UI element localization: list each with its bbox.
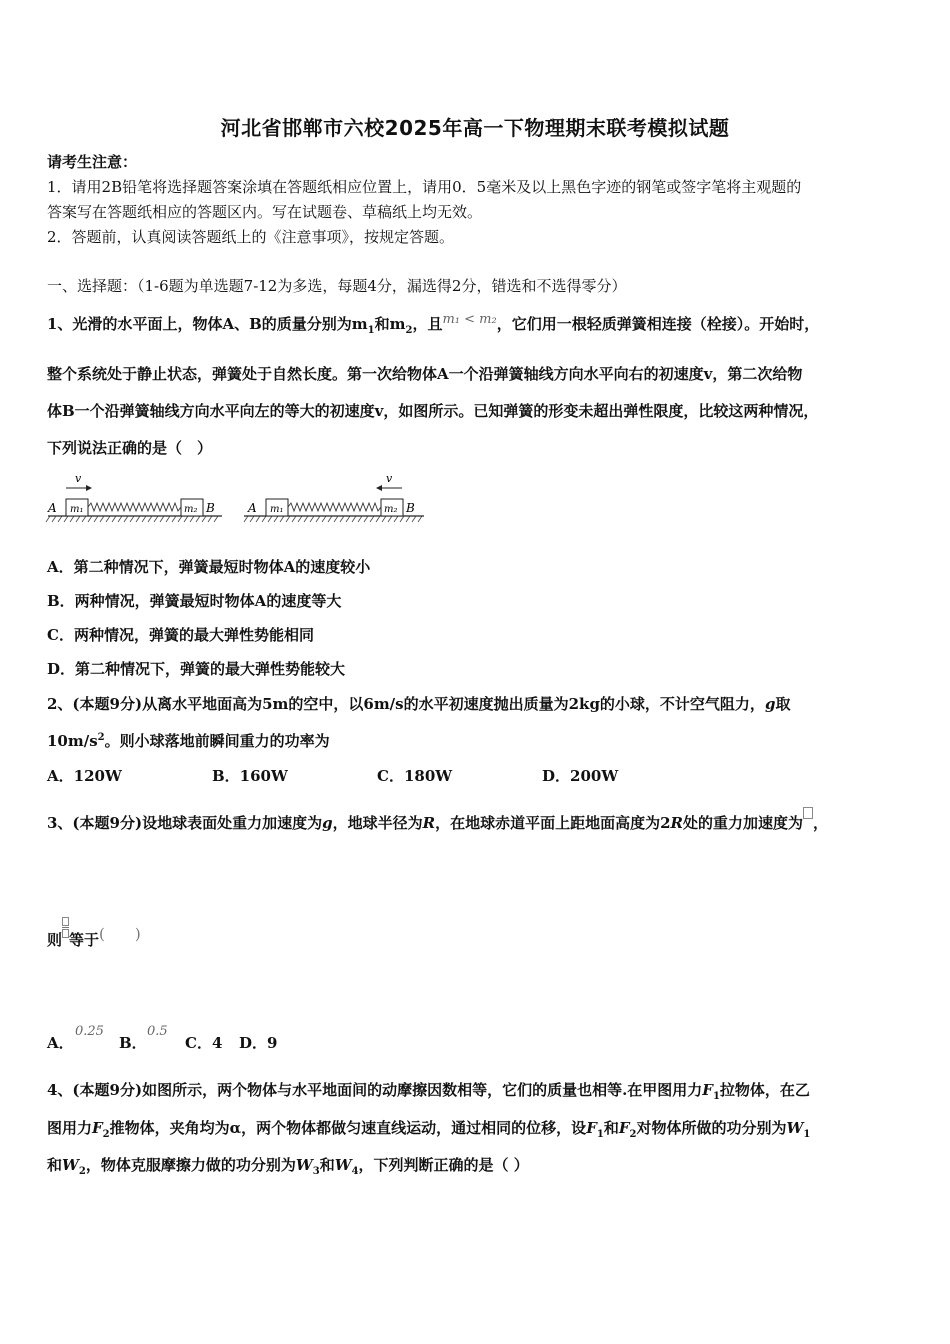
q4-symbol-f1: F bbox=[702, 1081, 713, 1099]
q4-sub: 1 bbox=[596, 1129, 604, 1140]
label-a: A bbox=[48, 501, 57, 515]
placeholder-glyph-icon bbox=[62, 917, 69, 926]
ground-hatch bbox=[46, 516, 218, 522]
q2-text: 10m/s bbox=[47, 732, 98, 750]
q4-symbol-w3: W bbox=[295, 1156, 313, 1174]
q1-inequality: m₁ < m₂ bbox=[442, 312, 497, 327]
q1-option-b: B．两种情况，弹簧最短时物体A的速度等大 bbox=[47, 592, 342, 610]
placeholder-glyph-icon bbox=[62, 929, 69, 938]
q4-line-2 bbox=[47, 1118, 810, 1138]
figure-case-2 bbox=[244, 472, 424, 522]
q4-text: ，物体克服摩擦力做的功分别为 bbox=[85, 1156, 296, 1174]
notice-item-1b: 答案写在答题纸相应的答题区内。写在试题卷、草稿纸上均无效。 bbox=[47, 203, 483, 221]
label-m2: m₂ bbox=[184, 504, 198, 515]
q3-symbol-r: R bbox=[422, 814, 436, 832]
q3-option-d: D．9 bbox=[239, 1034, 278, 1052]
label-m1: m₁ bbox=[270, 504, 284, 515]
q3-text: ，在地球赤道平面上距地面高度为2 bbox=[435, 814, 671, 832]
q4-sub: 2 bbox=[78, 1166, 86, 1177]
q4-sub: 1 bbox=[712, 1091, 720, 1102]
q3-option-a-value: 0.25 bbox=[75, 1024, 104, 1039]
notice-item-2: 2．答题前，认真阅读答题纸上的《注意事项》，按规定答题。 bbox=[47, 228, 455, 246]
label-a: A bbox=[248, 501, 257, 515]
q4-text: 和 bbox=[319, 1156, 335, 1174]
q3-text: 则 bbox=[47, 931, 63, 949]
q2-line-2 bbox=[47, 731, 330, 751]
arrow-head-right-icon bbox=[86, 485, 92, 491]
label-m2: m₂ bbox=[384, 504, 398, 515]
q1-text: ，它们用一根轻质弹簧相连接（栓接）。开始时， bbox=[496, 315, 820, 333]
q4-symbol-w1: W bbox=[786, 1119, 804, 1137]
placeholder-glyph-icon bbox=[803, 807, 813, 819]
q4-sub: 2 bbox=[102, 1129, 110, 1140]
arrow-head-left-icon bbox=[376, 485, 382, 491]
q2-option-a: A．120W bbox=[47, 767, 122, 785]
q3-text: ，地球半径为 bbox=[332, 814, 423, 832]
q1-option-a: A．第二种情况下，弹簧最短时物体A的速度较小 bbox=[47, 558, 371, 576]
q4-symbol-f2: F bbox=[618, 1119, 630, 1137]
spring bbox=[88, 503, 181, 511]
q3-line-2 bbox=[47, 925, 141, 952]
q2-sup: 2 bbox=[97, 732, 105, 743]
q3-symbol-g: g bbox=[322, 814, 333, 832]
q2-option-d: D．200W bbox=[542, 767, 619, 785]
q4-sub: 4 bbox=[351, 1166, 359, 1177]
q3-option-b-label: B． bbox=[119, 1034, 147, 1052]
q4-text: 拉物体，在乙 bbox=[719, 1081, 810, 1099]
q4-symbol-w2: W bbox=[62, 1156, 79, 1174]
notice-item-1a: 1．请用2B铅笔将选择题答案涂填在答题纸相应位置上，请用0．5毫米及以上黑色字迹的钢笔或签字笔将主观题的 bbox=[47, 178, 802, 196]
q4-sub: 1 bbox=[803, 1129, 811, 1140]
q4-text: ，下列判断正确的是（ ） bbox=[358, 1156, 529, 1174]
q3-option-b-value: 0.5 bbox=[147, 1024, 168, 1039]
q3-text: ， bbox=[813, 814, 829, 832]
q1-option-d: D．第二种情况下，弹簧的最大弹性势能较大 bbox=[47, 660, 346, 678]
q4-sub: 3 bbox=[312, 1166, 320, 1177]
q4-text: 对物体所做的功分别为 bbox=[636, 1119, 787, 1137]
notice-heading: 请考生注意： bbox=[47, 153, 138, 171]
q4-text: 图用力 bbox=[47, 1119, 93, 1137]
velocity-label: v bbox=[386, 472, 393, 485]
q3-answer-paren: ( ) bbox=[99, 925, 141, 943]
q4-symbol-f2: F bbox=[92, 1119, 103, 1137]
q1-option-c: C．两种情况，弹簧的最大弹性势能相同 bbox=[47, 626, 314, 644]
q1-text: 1、光滑的水平面上，物体A、B的质量分别为m bbox=[47, 315, 368, 333]
q2-option-c: C．180W bbox=[377, 767, 453, 785]
q2-text: 2、(本题9分)从离水平地面高为5m的空中，以6m/s的水平初速度抛出质量为2kg的小球，不计空气阻力， bbox=[47, 695, 765, 713]
q2-text: 。则小球落地前瞬间重力的功率为 bbox=[104, 732, 330, 750]
q1-line-2: 整个系统处于静止状态，弹簧处于自然长度。第一次给物体A一个沿弹簧轴线方向水平向右的初速度v，第二次给物 bbox=[47, 365, 803, 383]
q4-line-1 bbox=[47, 1080, 810, 1100]
label-m1: m₁ bbox=[70, 504, 84, 515]
q2-text: 取 bbox=[775, 695, 791, 713]
q4-line-3 bbox=[47, 1155, 529, 1175]
q3-fraction bbox=[62, 917, 69, 938]
page-title: 河北省邯郸市六校2025年高一下物理期末联考模拟试题 bbox=[220, 116, 730, 140]
q2-line-1 bbox=[47, 694, 790, 714]
q1-text: 和m bbox=[374, 315, 406, 333]
q3-option-c: C．4 bbox=[185, 1034, 223, 1052]
q2-symbol-g: g bbox=[764, 695, 776, 713]
figure-case-1 bbox=[46, 472, 222, 522]
q4-symbol-f1: F bbox=[586, 1119, 597, 1137]
q2-option-b: B．160W bbox=[212, 767, 288, 785]
q1-line-4: 下列说法正确的是（ ） bbox=[47, 439, 213, 457]
ground-hatch bbox=[244, 516, 422, 522]
label-b: B bbox=[206, 501, 215, 515]
q1-text: ，且 bbox=[412, 315, 443, 333]
q4-symbol-w4: W bbox=[334, 1156, 352, 1174]
label-b: B bbox=[406, 501, 415, 515]
q3-text: 等于 bbox=[69, 931, 100, 949]
section-heading: 一、选择题：（1-6题为单选题7-12为多选，每题4分，漏选得2分，错选和不选得零分） bbox=[47, 277, 627, 295]
velocity-label: v bbox=[75, 472, 82, 485]
q3-text: 处的重力加速度为 bbox=[682, 814, 803, 832]
q1-sub: 2 bbox=[405, 325, 413, 336]
q4-text: 和 bbox=[603, 1119, 619, 1137]
q4-text: 推物体，夹角均为α，两个物体都做匀速直线运动，通过相同的位移，设 bbox=[109, 1119, 587, 1137]
q4-sub: 2 bbox=[629, 1129, 637, 1140]
q3-line-1 bbox=[47, 813, 828, 833]
q1-sub: 1 bbox=[367, 325, 375, 336]
q3-text: 3、(本题9分)设地球表面处重力加速度为 bbox=[47, 814, 323, 832]
q3-option-a-label: A． bbox=[47, 1034, 74, 1052]
q1-line-3: 体B一个沿弹簧轴线方向水平向左的等大的初速度v，如图所示。已知弹簧的形变未超出弹性限度，比较这两种情况， bbox=[47, 402, 819, 420]
spring-figure bbox=[44, 470, 429, 530]
q1-line-1 bbox=[47, 314, 819, 336]
q4-text: 4、(本题9分)如图所示，两个物体与水平地面间的动摩擦因数相等，它们的质量也相等.在甲图用力 bbox=[47, 1081, 703, 1099]
q3-symbol-r: R bbox=[670, 814, 683, 832]
spring bbox=[288, 503, 381, 511]
q4-text: 和 bbox=[47, 1156, 63, 1174]
